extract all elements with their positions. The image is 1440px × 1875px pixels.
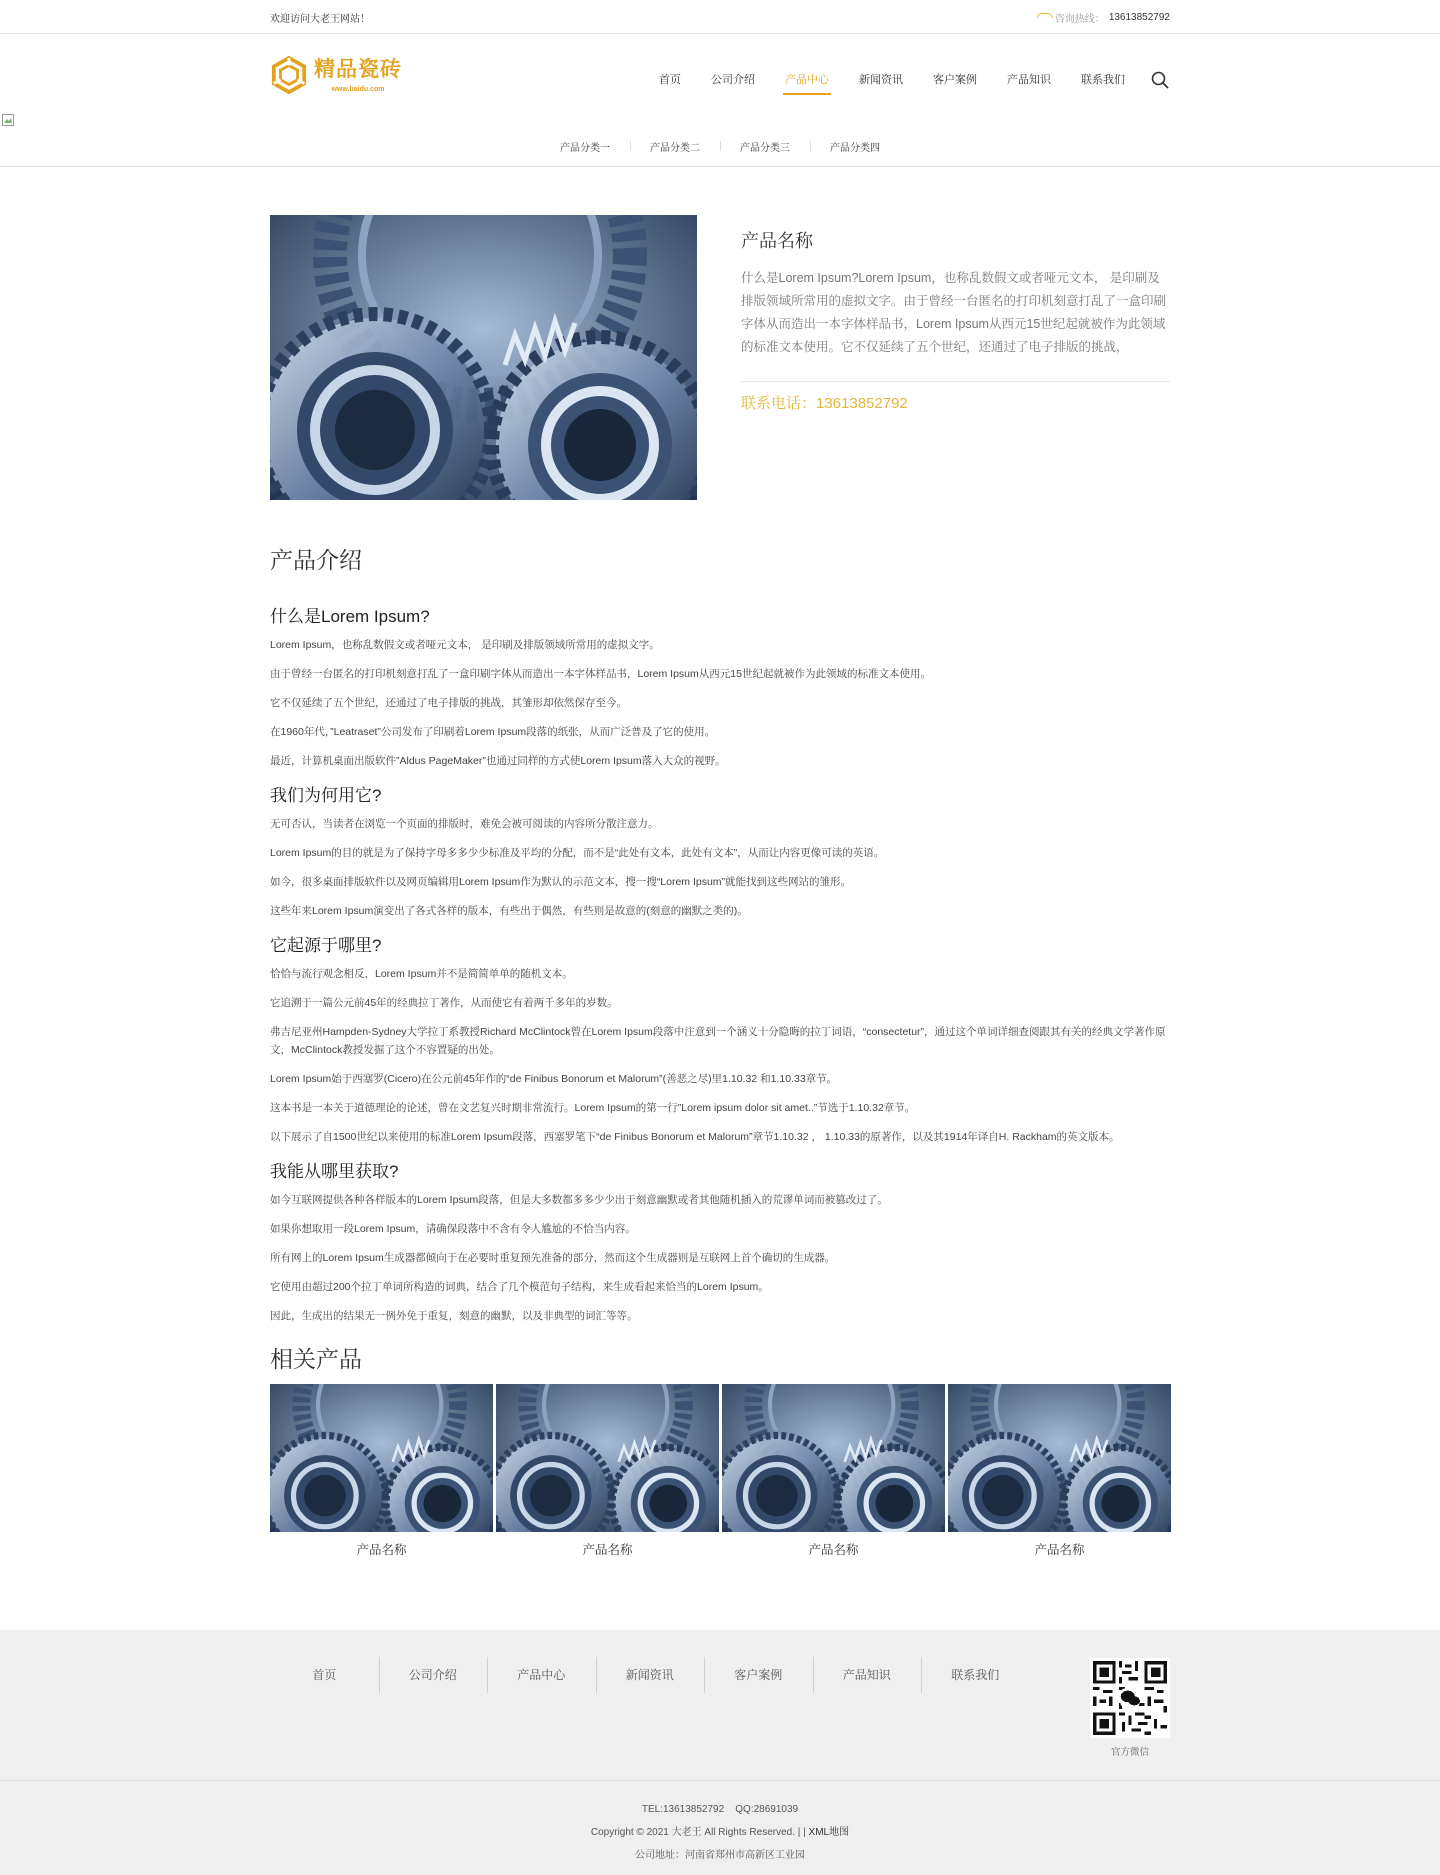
hotline-number: 13613852792	[1108, 11, 1170, 23]
related-product-card[interactable]	[722, 1384, 945, 1558]
paragraph: 它使用由超过200个拉丁单词所构造的词典，结合了几个模范句子结构，来生成看起来恰当的Lorem Ipsum。	[270, 1281, 769, 1293]
section-title: 我们为何用它?	[270, 786, 382, 805]
related-product-image	[948, 1384, 1171, 1532]
search-icon[interactable]	[1150, 70, 1170, 90]
section-title: 什么是Lorem Ipsum?	[270, 607, 430, 626]
hotline	[1037, 10, 1170, 25]
footer	[0, 1630, 1440, 1875]
broken-image-icon	[2, 114, 14, 126]
qr-code-icon	[1090, 1658, 1170, 1738]
paragraph: 无可否认，当读者在浏览一个页面的排版时，难免会被可阅读的内容所分散注意力。	[270, 818, 659, 830]
related-heading: 相关产品	[270, 1346, 362, 1372]
footer-nav-about[interactable]: 公司介绍	[379, 1657, 488, 1693]
intro-heading: 产品介绍	[270, 547, 362, 573]
paragraph: 弗吉尼亚州Hampden-Sydney大学拉丁系教授Richard McClintock曾在Lorem Ipsum段落中注意到一个涵义十分隐晦的拉丁词语，“consectetur”，通过这个单词详细查阅跟其有关的经典文学著作原文，McClintock教授发掘了这个不容置疑的出处。	[270, 1026, 1166, 1056]
related-product-name: 产品名称	[1034, 1543, 1085, 1557]
product-image	[270, 215, 697, 500]
category-item-3[interactable]: 产品分类三	[720, 139, 810, 154]
hotline-label: 咨询热线：	[1054, 13, 1105, 25]
header	[0, 34, 1440, 126]
category-item-1[interactable]: 产品分类一	[560, 143, 610, 154]
paragraph: Lorem Ipsum始于西塞罗(Cicero)在公元前45年作的“de Finibus Bonorum et Malorum”(善恶之尽)里1.10.32 和1.10.33章节。	[270, 1073, 838, 1085]
related-product-card[interactable]	[270, 1384, 493, 1558]
footer-copyright: Copyright © 2021 大老王 All Rights Reserved. | |	[590, 1827, 809, 1838]
nav-item-products[interactable]: 产品中心	[785, 65, 829, 95]
sitemap-link[interactable]: XML地图	[808, 1827, 850, 1838]
paragraph: 由于曾经一台匿名的打印机刻意打乱了一盒印刷字体从而造出一本字体样品书，Lorem Ipsum从西元15世纪起就被作为此领域的标准文本使用。	[270, 668, 931, 680]
logo-url: www.baidu.com	[331, 85, 385, 93]
related-product-image	[270, 1384, 493, 1532]
category-item-2[interactable]: 产品分类二	[630, 139, 720, 154]
paragraph: 因此，生成出的结果无一例外免于重复，刻意的幽默，以及非典型的词汇等等。	[270, 1310, 638, 1322]
nav-item-about[interactable]: 公司介绍	[711, 74, 755, 86]
paragraph: 以下展示了自1500世纪以来使用的标准Lorem Ipsum段落，西塞罗笔下“de Finibus Bonorum et Malorum”章节1.10.32 ， 1.10.33的原著作，以及其1914年译自H. Rackham的英文版本。	[270, 1131, 1120, 1143]
logo[interactable]	[270, 56, 402, 94]
footer-bottom	[0, 1780, 1440, 1867]
phone-icon	[1037, 12, 1051, 22]
related-products	[270, 1341, 1170, 1558]
logo-mark-icon	[270, 56, 308, 94]
paragraph: 所有网上的Lorem Ipsum生成器都倾向于在必要时重复预先准备的部分，然而这个生成器则是互联网上首个确切的生成器。	[270, 1252, 836, 1264]
welcome-text: 欢迎访问大老王网站！	[270, 13, 370, 25]
product-intro	[270, 542, 1170, 1325]
footer-nav-products[interactable]: 产品中心	[487, 1657, 596, 1693]
footer-nav-contact[interactable]: 联系我们	[921, 1657, 1030, 1693]
category-nav	[0, 126, 1440, 167]
product-description: 什么是Lorem Ipsum?Lorem Ipsum，也称乱数假文或者哑元文本， 是印刷及排版领域所常用的虚拟文字。由于曾经一台匿名的打印机刻意打乱了一盒印刷字体从而造出一本字体样品书，Lorem Ipsum从西元15世纪起就被作为此领域的标准文本使用。它不仅延续了五个世纪，还通过了电子排版的挑战，	[741, 267, 1170, 382]
paragraph: 如果你想取用一段Lorem Ipsum，请确保段落中不含有令人尴尬的不恰当内容。	[270, 1223, 636, 1235]
product-title: 产品名称	[741, 231, 813, 251]
paragraph: 如今互联网提供各种各样版本的Lorem Ipsum段落，但是大多数都多多少少出于刻意幽默或者其他随机插入的荒谬单词而被篡改过了。	[270, 1194, 888, 1206]
nav-item-contact[interactable]: 联系我们	[1081, 74, 1125, 86]
footer-copyright-line	[0, 1821, 1440, 1844]
footer-nav-knowledge[interactable]: 产品知识	[813, 1657, 922, 1693]
related-product-card[interactable]	[948, 1384, 1171, 1558]
footer-nav-home[interactable]: 首页	[312, 1668, 337, 1682]
footer-address: 公司地址：河南省郑州市高新区工业园	[635, 1850, 805, 1861]
paragraph: 这本书是一本关于道德理论的论述，曾在文艺复兴时期非常流行。Lorem Ipsum的第一行”Lorem ipsum dolor sit amet..”节选于1.10.32章节。	[270, 1102, 916, 1114]
logo-title: 精品瓷砖	[314, 57, 402, 81]
related-product-name: 产品名称	[582, 1543, 633, 1557]
related-product-card[interactable]	[496, 1384, 719, 1558]
qr-label: 官方微信	[1110, 1747, 1149, 1758]
paragraph: 最近，计算机桌面出版软件”Aldus PageMaker”也通过同样的方式使Lorem Ipsum落入大众的视野。	[270, 755, 726, 767]
paragraph: 恰恰与流行观念相反，Lorem Ipsum并不是简简单单的随机文本。	[270, 968, 573, 980]
top-bar	[0, 0, 1440, 34]
product-detail	[270, 215, 1170, 500]
wechat-qr	[1090, 1658, 1170, 1758]
paragraph: Lorem Ipsum的目的就是为了保持字母多多少少标准及平均的分配，而不是“此处有文本，此处有文本”，从而让内容更像可读的英语。	[270, 847, 885, 859]
footer-nav-cases[interactable]: 客户案例	[704, 1657, 813, 1693]
nav-item-home[interactable]: 首页	[659, 74, 681, 86]
nav-item-news[interactable]: 新闻资讯	[859, 74, 903, 86]
related-product-image	[496, 1384, 719, 1532]
section-title: 我能从哪里获取?	[270, 1162, 399, 1181]
nav-item-cases[interactable]: 客户案例	[933, 74, 977, 86]
related-product-name: 产品名称	[808, 1543, 859, 1557]
nav-item-knowledge[interactable]: 产品知识	[1007, 74, 1051, 86]
product-phone: 联系电话：13613852792	[741, 395, 908, 412]
footer-nav	[270, 1657, 1030, 1693]
related-product-name: 产品名称	[356, 1543, 407, 1557]
footer-nav-news[interactable]: 新闻资讯	[596, 1657, 705, 1693]
category-item-4[interactable]: 产品分类四	[810, 139, 900, 154]
section-title: 它起源于哪里?	[270, 936, 382, 955]
related-product-image	[722, 1384, 945, 1532]
main-nav	[644, 65, 1170, 95]
paragraph: 它不仅延续了五个世纪，还通过了电子排版的挑战，其雏形却依然保存至今。	[270, 697, 627, 709]
footer-contact: TEL:13613852792 QQ:28691039	[641, 1804, 799, 1815]
paragraph: 在1960年代，”Leatraset”公司发布了印刷着Lorem Ipsum段落的纸张，从而广泛普及了它的使用。	[270, 726, 716, 738]
paragraph: 如今，很多桌面排版软件以及网页编辑用Lorem Ipsum作为默认的示范文本，搜一搜“Lorem Ipsum”就能找到这些网站的雏形。	[270, 876, 852, 888]
paragraph: 这些年来Lorem Ipsum演变出了各式各样的版本，有些出于偶然，有些则是故意的(刻意的幽默之类的)。	[270, 905, 748, 917]
paragraph: Lorem Ipsum，也称乱数假文或者哑元文本， 是印刷及排版领域所常用的虚拟文字。	[270, 639, 660, 651]
paragraph: 它追溯于一篇公元前45年的经典拉丁著作，从而使它有着两千多年的岁数。	[270, 997, 618, 1009]
